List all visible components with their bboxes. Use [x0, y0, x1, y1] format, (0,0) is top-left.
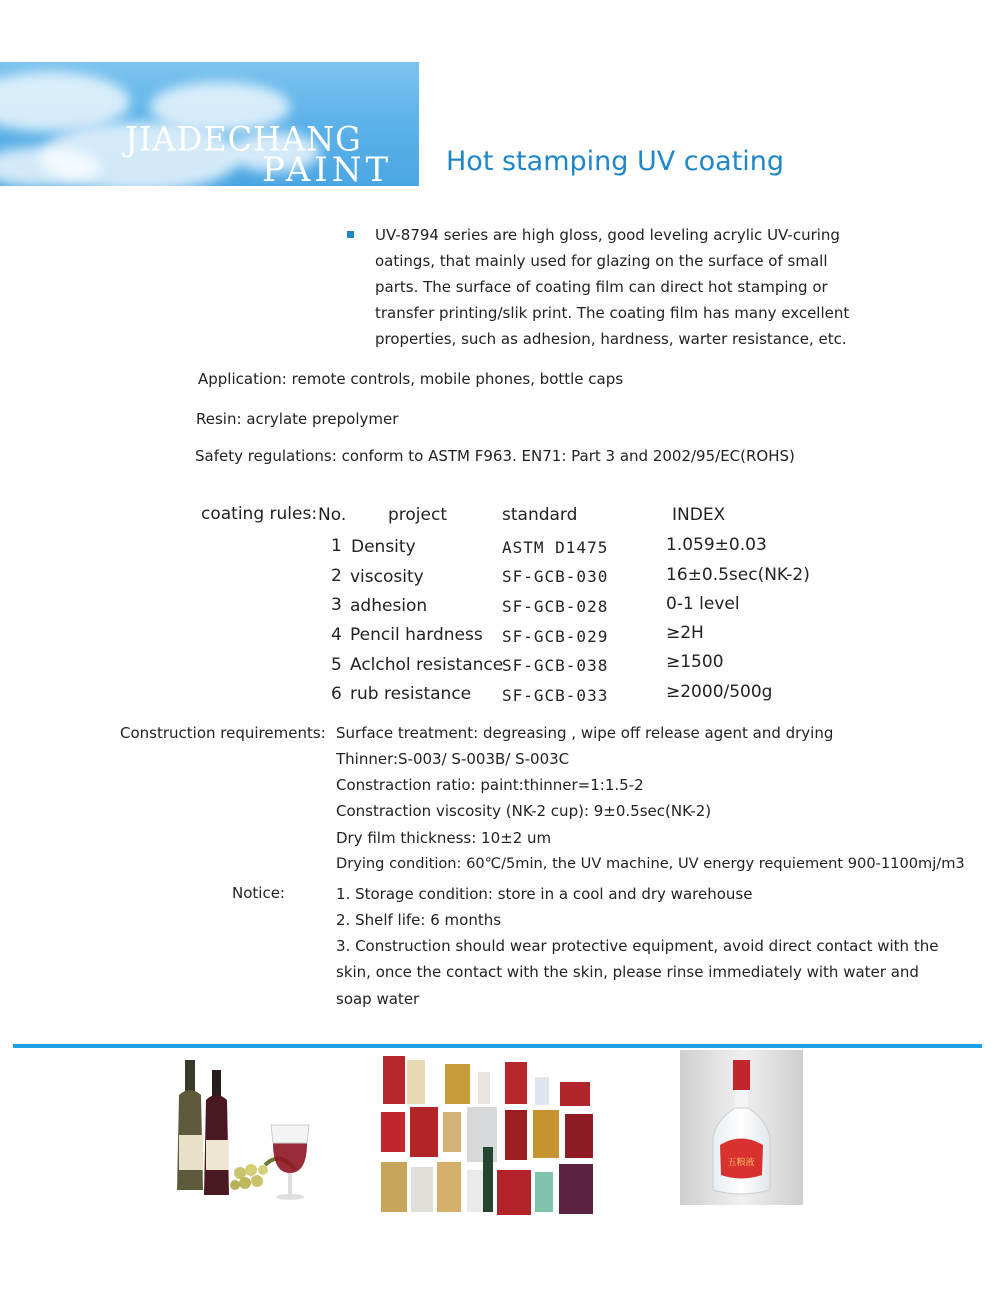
- row-project: Pencil hardness: [350, 625, 483, 645]
- safety-value: conform to ASTM F963. EN71: Part 3 and 2002/95/EC(ROHS): [341, 447, 795, 465]
- row-no: 4: [331, 625, 342, 645]
- notice-line: skin, once the contact with the skin, please rinse immediately with water and: [336, 963, 919, 981]
- resin-label: Resin:: [196, 410, 242, 428]
- construction-label: Construction requirements:: [120, 724, 326, 742]
- header-project: project: [388, 505, 448, 525]
- row-no: 5: [331, 655, 342, 675]
- construction-line: Thinner:S-003/ S-003B/ S-003C: [336, 750, 570, 768]
- row-project: Aclchol resistance: [350, 655, 504, 675]
- application-label: Application:: [198, 370, 287, 388]
- resin-line: [196, 410, 398, 428]
- logo-text-line2: PAINT: [262, 150, 393, 186]
- intro-paragraph: UV-8794 series are high gloss, good leveling acrylic UV-curing oatings, that mainly used for glazing on the surface of small parts. The surface of coating film can direct hot stamping or transfer printing/slik print. The coating film has many excellent properties, such as adhesion, hardness, warter resistance, etc.: [375, 226, 850, 348]
- row-no: 6: [331, 684, 342, 704]
- notice-label: Notice:: [232, 884, 285, 902]
- row-index: 1.059±0.03: [666, 535, 767, 555]
- row-no: 3: [331, 595, 342, 615]
- application-value: remote controls, mobile phones, bottle caps: [291, 370, 624, 388]
- liquor-bottles-collage-image: [375, 1052, 605, 1230]
- row-standard: SF-GCB-028: [502, 597, 609, 616]
- row-index: ≥1500: [666, 652, 724, 672]
- row-index: ≥2000/500g: [666, 682, 773, 702]
- row-index: 16±0.5sec(NK-2): [666, 565, 810, 585]
- row-project: Density: [351, 537, 416, 557]
- row-standard: SF-GCB-038: [502, 656, 609, 675]
- application-line: [198, 370, 623, 388]
- logo-text-line1: JIADECHANG: [125, 119, 362, 159]
- safety-label: Safety regulations:: [195, 447, 337, 465]
- row-standard: SF-GCB-029: [502, 627, 609, 646]
- wine-bottles-image: [165, 1055, 340, 1225]
- construction-line: Constraction viscosity (NK-2 cup): 9±0.5sec(NK-2): [336, 802, 712, 820]
- notice-line: 1. Storage condition: store in a cool and dry warehouse: [336, 885, 753, 903]
- header-index: INDEX: [672, 505, 726, 525]
- bullet-square-icon: [347, 231, 354, 238]
- row-no: 1: [331, 536, 342, 556]
- coating-rules-label: coating rules:: [201, 504, 318, 524]
- bottle-label-text: 五粮液: [727, 1158, 755, 1168]
- row-standard: SF-GCB-033: [502, 686, 609, 705]
- notice-line: 3. Construction should wear protective equipment, avoid direct contact with the: [336, 937, 939, 955]
- baijiu-bottle-image: [680, 1050, 803, 1205]
- row-no: 2: [331, 566, 342, 586]
- row-project: adhesion: [350, 596, 428, 616]
- construction-line: Surface treatment: degreasing , wipe off release agent and drying: [336, 724, 834, 742]
- section-divider: [13, 1044, 982, 1048]
- notice-line: soap water: [336, 990, 420, 1008]
- row-standard: SF-GCB-030: [502, 567, 609, 586]
- row-standard: ASTM D1475: [502, 538, 609, 557]
- brand-banner: [0, 62, 419, 186]
- page-title: Hot stamping UV coating: [446, 146, 785, 177]
- construction-line: Constraction ratio: paint:thinner=1:1.5-2: [336, 776, 644, 794]
- row-project: rub resistance: [350, 684, 472, 704]
- row-index: ≥2H: [666, 623, 704, 643]
- resin-value: acrylate prepolymer: [246, 410, 399, 428]
- row-index: 0-1 level: [666, 594, 740, 614]
- header-standard: standard: [502, 505, 578, 525]
- notice-line: 2. Shelf life: 6 months: [336, 911, 502, 929]
- row-project: viscosity: [350, 567, 424, 587]
- header-no: No.: [318, 505, 347, 525]
- construction-line: Dry film thickness: 10±2 um: [336, 829, 552, 847]
- safety-line: [195, 447, 795, 465]
- construction-line: Drying condition: 60℃/5min, the UV machine, UV energy requiement 900-1100mj/m3: [336, 855, 965, 872]
